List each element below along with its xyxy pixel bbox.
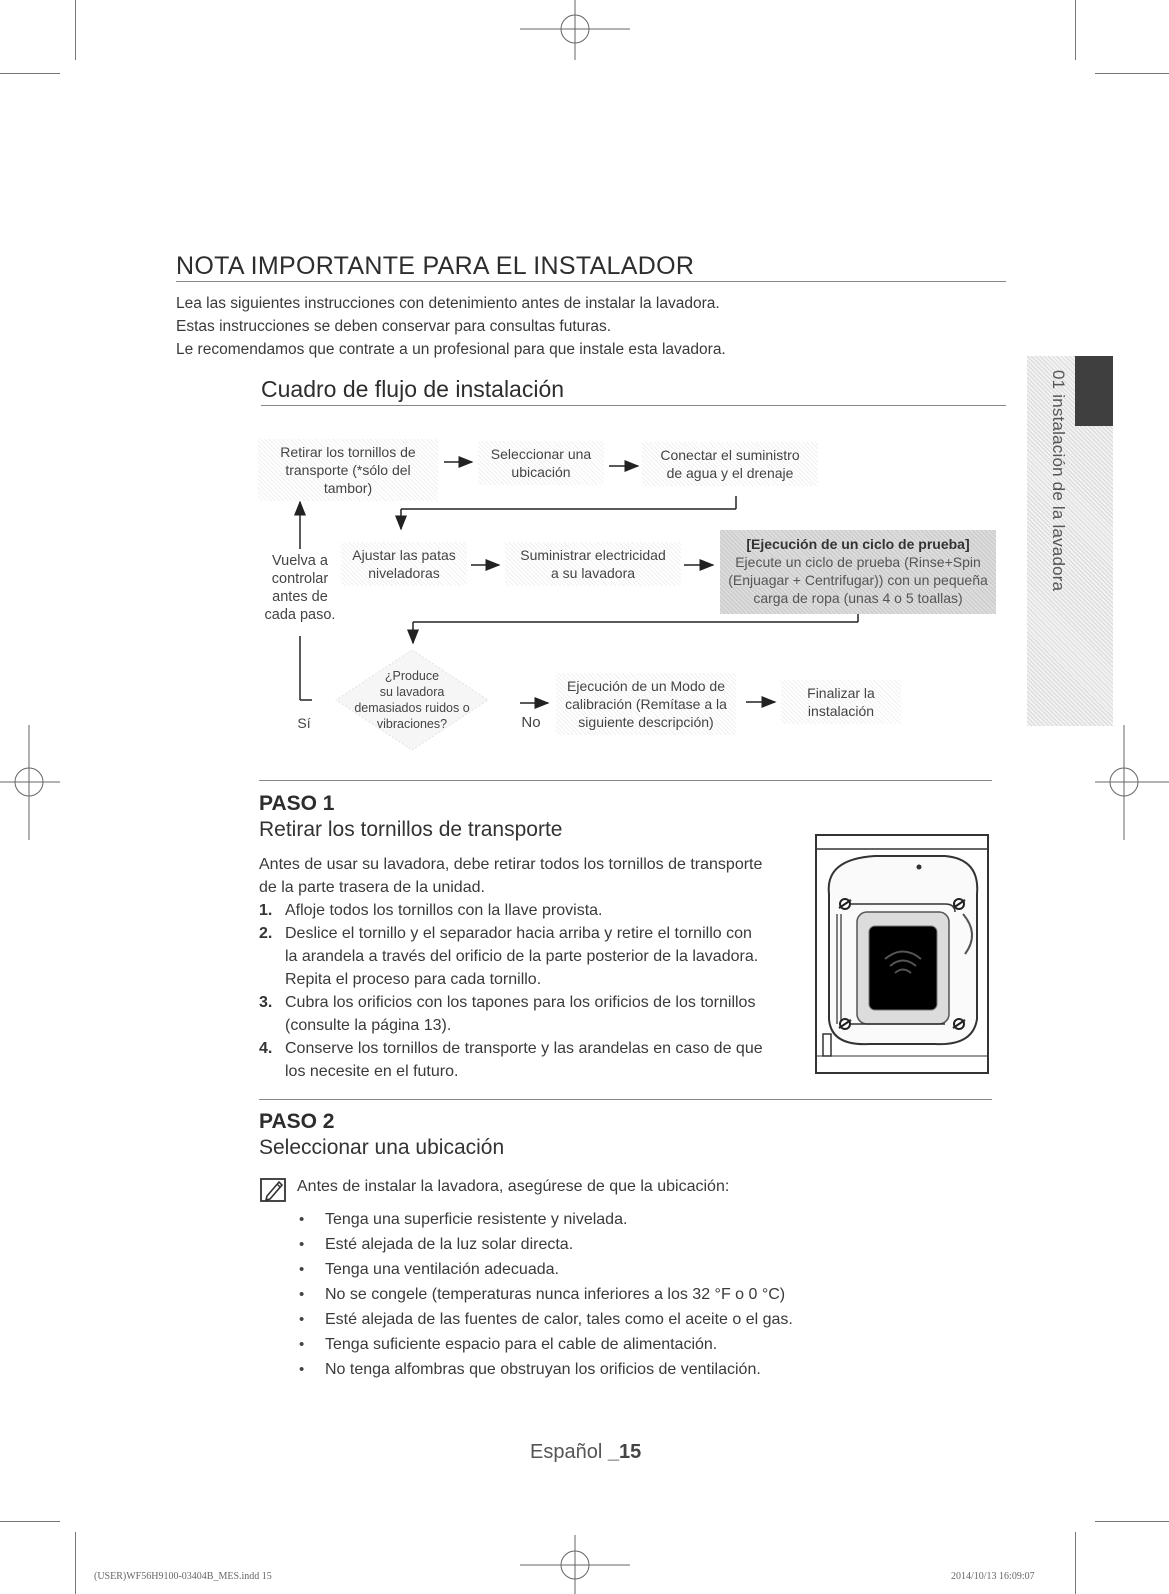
section-divider [259, 1099, 992, 1100]
flow-step-remove-bolts: Retirar los tornillos de transporte (*sólo del tambor) [258, 439, 438, 501]
list-item: • No se congele (temperaturas nunca inferiores a los 32 °F o 0 °C) [297, 1282, 793, 1307]
list-item: • Tenga una ventilación adecuada. [297, 1257, 793, 1282]
flow-yes-label: Sí [297, 715, 311, 731]
list-item: • Tenga suficiente espacio para el cable de alimentación. [297, 1332, 793, 1357]
step-2-note: Antes de instalar la lavadora, asegúrese de que la ubicación: [297, 1178, 730, 1195]
flow-step-finish: Finalizar la instalación [781, 680, 901, 724]
note-icon [259, 1176, 289, 1204]
footer-language: Español [530, 1441, 603, 1463]
flowchart-connectors [0, 0, 1169, 780]
print-slug-date: 2014/10/13 16:09:07 [951, 1571, 1035, 1582]
print-slug-file: (USER)WF56H9100-03404B_MES.indd 15 [94, 1571, 272, 1582]
flow-step-calibration: Ejecución de un Modo de calibración (Remítase a la siguiente descripción) [556, 673, 736, 735]
intro-line: Lea las siguientes instrucciones con detenimiento antes de instalar la lavadora. [176, 295, 720, 312]
page-number: _15 [607, 1441, 642, 1463]
page-title: NOTA IMPORTANTE PARA EL INSTALADOR [176, 252, 695, 280]
flow-step-select-location: Seleccionar una ubicación [478, 441, 604, 485]
step-1-item: 2. Deslice el tornillo y el separador hacia arriba y retire el tornillo con la arandela a través del orificio de la parte posterior de la lavadora. Repita el proceso para cada tornillo. [259, 925, 759, 988]
flow-step-supply-power: Suministrar electricidad a su lavadora [505, 542, 681, 586]
list-item: • No tenga alfombras que obstruyan los orificios de ventilación. [297, 1357, 793, 1382]
crop-mark [0, 1521, 60, 1522]
flow-step-connect-water: Conectar el suministro de agua y el drenaje [642, 442, 818, 486]
list-item: • Esté alejada de las fuentes de calor, tales como el aceite o el gas. [297, 1307, 793, 1332]
list-item: • Esté alejada de la luz solar directa. [297, 1232, 793, 1257]
step-2-label: PASO 2 [259, 1110, 335, 1133]
step-1-item: 3. Cubra los orificios con los tapones para los orificios de los tornillos (consulte la página 13). [259, 994, 756, 1034]
flow-no-label: No [521, 714, 541, 731]
crop-mark [75, 1532, 76, 1594]
flow-check-back-note: Vuelva a controlar antes de cada paso. [264, 553, 336, 623]
list-item: • Tenga una superficie resistente y nivelada. [297, 1207, 793, 1232]
flow-step-adjust-legs: Ajustar las patas niveladoras [341, 542, 467, 586]
crop-mark [1075, 1532, 1076, 1594]
step-1-intro: Antes de usar su lavadora, debe retirar todos los tornillos de transporte de la parte trasera de la unidad. [259, 856, 763, 896]
intro-line: Estas instrucciones se deben conservar para consultas futuras. [176, 318, 612, 335]
washer-rear-illustration [815, 834, 989, 1074]
page-footer [530, 1441, 641, 1464]
crop-mark [1095, 1521, 1169, 1522]
flow-step-test-cycle: [Ejecución de un ciclo de prueba] Ejecute un ciclo de prueba (Rinse+Spin (Enjuagar + Centrifugar)) con un pequeña carga de ropa (unas 4 o 5 toallas) [720, 530, 996, 614]
step-1-label: PASO 1 [259, 792, 335, 815]
flow-decision-noise: ¿Produce su lavadora demasiados ruidos o vibraciones? [354, 669, 470, 731]
test-cycle-title: [Ejecución de un ciclo de prueba] [746, 536, 970, 552]
intro-line: Le recomendamos que contrate a un profesional para que instale esta lavadora. [176, 341, 726, 358]
flowchart-title: Cuadro de flujo de instalación [261, 376, 565, 402]
step-1-item: 4. Conserve los tornillos de transporte y las arandelas en caso de que los necesite en el futuro. [259, 1040, 763, 1080]
location-requirements-list [297, 1207, 793, 1382]
registration-mark-icon [515, 1535, 635, 1594]
chapter-tab-label: 01 instalación de la lavadora [1049, 370, 1068, 592]
step-2-title: Seleccionar una ubicación [259, 1136, 505, 1159]
step-1-item: 1. Afloje todos los tornillos con la llave provista. [259, 902, 603, 919]
step-1-title: Retirar los tornillos de transporte [259, 818, 563, 841]
section-divider [259, 780, 992, 781]
